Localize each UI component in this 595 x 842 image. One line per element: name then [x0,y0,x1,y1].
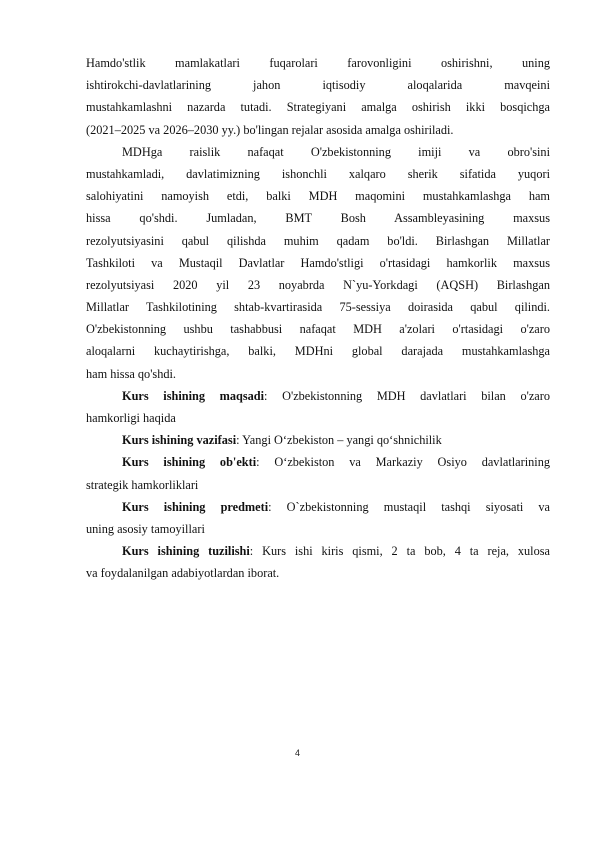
text-line: ham hissa qo'shdi. [86,366,176,381]
text-line [86,451,550,473]
paragraph-hamdostlik [86,52,550,141]
item-label: Kurs ishining ob'ekti [122,455,257,470]
text-line: hissa qo'shdi. Jumladan, BMT Bosh Assambleyasining maxsus [86,211,550,226]
text-line [86,540,550,562]
text-line: hamkorligi haqida [86,411,176,425]
item-maqsad [86,385,550,429]
text-line [86,496,550,518]
text-line: ishtirokchi-davlatlarining jahon iqtisodiy aloqalarida mavqeini [86,78,550,93]
text-line: rezolyutsiyasini qabul qilishda muhim qadam bo'ldi. Birlashgan Millatlar [86,233,550,248]
text-line: mustahkamladi, davlatimizning ishonchli xalqaro sherik sifatida yuqori [86,166,550,181]
text-line: uning asosiy tamoyillari [86,521,205,536]
text-line: Tashkiloti va Mustaqil Davlatlar Hamdo'stligi o'rtasidagi hamkorlik maxsus [86,255,550,270]
text-line: va foydalanilgan adabiyotlardan iborat. [86,566,280,581]
item-text: : Yangi O‘zbekiston – yangi qo‘shnichilik [236,433,442,448]
item-text: : O`zbekistonning mustaqil tashqi siyosati va [268,499,550,514]
item-label: Kurs ishining vazifasi [122,433,237,448]
text-line: (2021–2025 va 2026–2030 yy.) bo'lingan rejalar asosida amalga oshiriladi. [86,122,454,137]
text-line: salohiyatini namoyish etdi, balki MDH maqomini mustahkamlashga ham [86,189,550,204]
text-line: rezolyutsiyasi 2020 yil 23 noyabrda N`yu-Yorkdagi (AQSH) Birlashgan [86,277,550,292]
item-label: Kurs ishining maqsadi [122,388,265,403]
item-predmet [86,496,550,540]
item-text: : Kurs ishi kiris qismi, 2 ta bob, 4 ta reja, xulosa [249,544,550,559]
paragraph-mdh-raislik [86,141,550,385]
item-text: : O‘zbekiston va Markaziy Osiyo davlatlarining [256,455,550,470]
item-label: Kurs ishining tuzilishi [122,544,250,559]
item-obekt [86,451,550,495]
page-number: 4 [294,748,300,758]
text-line: MDHga raislik nafaqat O'zbekistonning imiji va obro'sini [122,144,550,159]
text-line: strategik hamkorliklari [86,477,199,492]
text-line: aloqalarni kuchaytirishga, balki, MDHni global darajada mustahkamlashga [86,344,550,359]
item-vazifa [86,429,550,451]
text-line: mustahkamlashni nazarda tutadi. Strategiyani amalga oshirish ikki bosqichga [86,100,550,115]
text-line: O'zbekistonning ushbu tashabbusi nafaqat MDH a'zolari o'rtasidagi o'zaro [86,322,550,337]
document-page [86,52,550,585]
text-line: Hamdo'stlik mamlakatlari fuqarolari farovonligini oshirishni, uning [86,56,550,70]
text-line: Millatlar Tashkilotining shtab-kvartirasida 75-sessiya doirasida qabul qilindi. [86,300,550,315]
item-tuzilish [86,540,550,584]
text-line [86,385,550,407]
item-label: Kurs ishining predmeti [122,499,269,514]
text-line [86,429,550,451]
item-text: : O'zbekistonning MDH davlatlari bilan o'zaro [264,388,550,403]
